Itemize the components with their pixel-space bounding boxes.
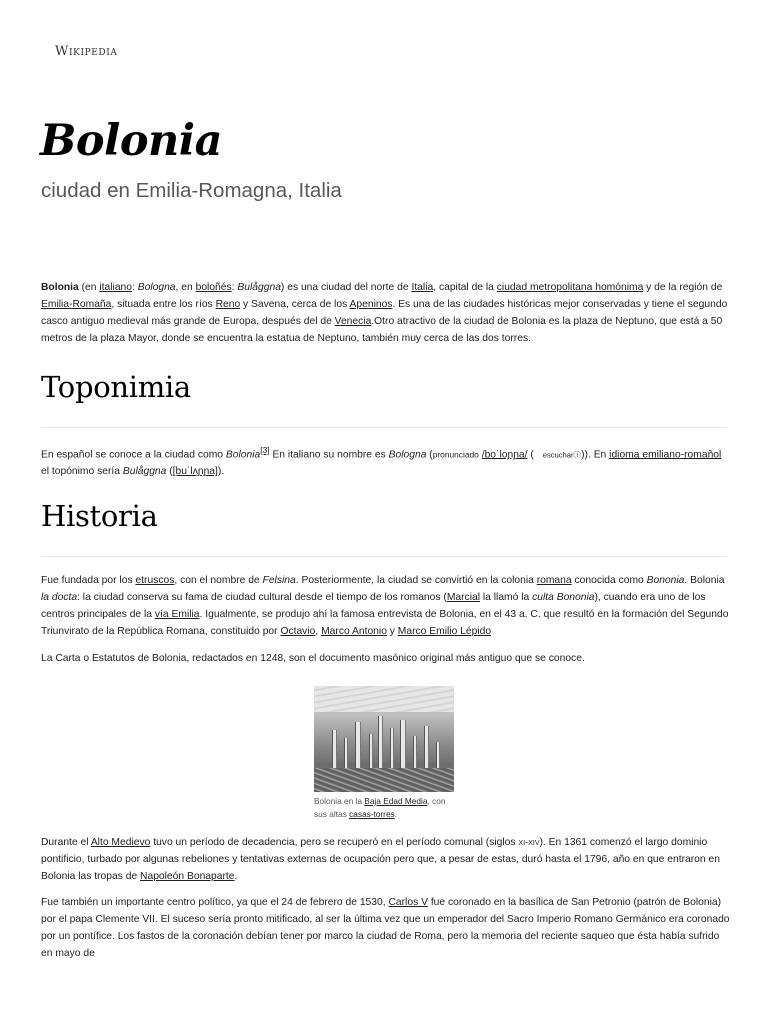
link-marco-antonio[interactable]: Marco Antonio [321, 626, 387, 637]
figure-bolonia-medieval [314, 686, 454, 821]
reference-3[interactable]: [3] [260, 445, 270, 455]
text: , con sus altas [314, 796, 446, 819]
italic-term: Bulåggna [122, 466, 167, 478]
text: conocida como [571, 575, 647, 586]
section-divider [41, 427, 727, 428]
link-apeninos[interactable]: Apeninos [349, 299, 393, 310]
bold-term: Bolonia [41, 282, 79, 293]
text: Durante el [41, 837, 91, 848]
text: : la ciudad conserva su fama de ciudad cultural desde el tiempo de los romanos ( [77, 592, 447, 603]
intro-paragraph [41, 279, 731, 347]
link-casas-torres[interactable]: casas-torres [349, 809, 395, 819]
link-octavio[interactable]: Octavio [280, 626, 316, 637]
speaker-icon[interactable]: ⓘ [573, 450, 582, 460]
text: y Savena, cerca de los [240, 299, 350, 310]
link-idioma-emiliano[interactable]: idioma emiliano-romañol [609, 449, 722, 461]
text: fue coronado en la basílica de San Petronio (patrón de Bolonia) por el papa Clemente VII. El suceso sería pronto mitificado, al ser la última vez que un emperador del Sacro Imperio Romano Germánico era coronado por un pontífice. Los fastos de la coronación debían tener por marco la ciudad de Roma, pero la memoria del reciente saqueo que ésta había sufrido en mayo de [41, 897, 730, 959]
reference-link[interactable] [260, 445, 269, 455]
link-italia[interactable]: Italia [411, 282, 434, 293]
text: : [231, 282, 238, 293]
text: . [394, 809, 398, 819]
text: , con el nombre de [174, 575, 263, 586]
link-bolones[interactable]: boloñés [195, 282, 232, 293]
link-romana[interactable]: romana [536, 575, 572, 586]
link-via-emilia[interactable]: vía Emilia [154, 609, 200, 620]
page-subtitle: ciudad en Emilia-Romagna, Italia [41, 179, 342, 202]
listen-link[interactable]: escuchar [542, 450, 574, 460]
text: ), cuando era uno de los centros principales de la [41, 592, 706, 620]
text: . Bolonia [684, 575, 725, 586]
text: . Igualmente, se produjo ahí la famosa entrevista de Bolonia, en el 43 a. C. que resultó en la formación del Segundo Triunvirato de la República Romana, constituido por [41, 609, 729, 637]
figure-caption [314, 795, 454, 821]
text: Fue también un importante centro político, ya que el 24 de febrero de 1530, [41, 897, 389, 908]
link-marcial[interactable]: Marcial [446, 592, 481, 603]
text: Bolonia en la [314, 796, 365, 806]
link-reno[interactable]: Reno [215, 299, 241, 310]
link-etruscos[interactable]: etruscos [135, 575, 175, 586]
italic-term: Felsina [262, 575, 296, 586]
section-heading-historia: Historia [41, 499, 158, 533]
toponimia-paragraph [41, 442, 731, 480]
historia-paragraph-3 [41, 834, 731, 885]
page-title: Bolonia [40, 116, 223, 166]
text: y de la región de [643, 282, 723, 293]
text: ). [217, 466, 225, 478]
italic-term: culta Bononia [532, 592, 595, 603]
image-sky [314, 686, 454, 712]
text: . [234, 871, 238, 882]
link-venecia[interactable]: Venecia [334, 316, 372, 327]
text: ( [527, 449, 537, 461]
text: ). En 1361 comenzó el largo dominio pontificio, turbado por algunas rebeliones y tentativas externas de ocupación pero que, a pesar de estas, duró hasta el 1796, año en que entraron en Bolonia las tropas de [41, 837, 720, 882]
text: , [315, 626, 322, 637]
italic-term: la docta [41, 592, 78, 603]
text: el topónimo sería [41, 466, 123, 478]
text: ) es una ciudad del norte de [280, 282, 412, 293]
text: . Es una de las ciudades históricas mejor conservadas y tiene el segundo casco antiguo medieval más grande de Europa, después del de [41, 299, 728, 327]
text: En español se conoce a la ciudad como [41, 449, 226, 461]
wikipedia-logo[interactable]: Wikipedia [55, 44, 118, 59]
section-divider [41, 556, 727, 557]
text: )). En [581, 449, 610, 461]
text: tuvo un período de decadencia, pero se recuperó en el período comunal (siglos [150, 837, 519, 848]
pronunciation-label: pronunciado [432, 449, 479, 460]
text: : [132, 282, 138, 293]
link-alto-medievo[interactable]: Alto Medievo [90, 837, 151, 848]
historia-paragraph-1 [41, 572, 731, 640]
text: ( [166, 466, 173, 478]
link-baja-edad-media[interactable]: Baja Edad Media [364, 796, 428, 806]
italic-term: Bologna [137, 282, 176, 293]
italic-term: Bononia [646, 575, 685, 586]
link-marco-emilio-lepido[interactable]: Marco Emilio Lépido [397, 626, 492, 637]
italic-term: Bolonia [225, 449, 261, 461]
italic-term: Bulåggna [237, 282, 281, 293]
text: Fue fundada por los [41, 575, 136, 586]
text: y [386, 626, 398, 637]
text: .Otro atractivo de la ciudad de Bolonia es la plaza de Neptuno, que está a 50 metros de la plaza Mayor, donde se encuentra la estatua de Neptuno, también muy cerca de las dos torres. [41, 316, 723, 344]
link-emilia-romana[interactable]: Emilia-Romaña [41, 299, 112, 310]
historia-paragraph-2: La Carta o Estatutos de Bolonia, redactados en 1248, son el documento masónico original más antiguo que se conoce. [41, 653, 585, 664]
historia-paragraph-4 [41, 894, 731, 962]
small-caps-text: xi-xiv [518, 837, 540, 848]
text: ( [426, 449, 433, 461]
text: (en [78, 282, 100, 293]
link-italiano[interactable]: italiano [99, 282, 133, 293]
text: , capital de la [433, 282, 497, 293]
bolonia-medieval-image[interactable] [314, 686, 454, 792]
link-carlos-v[interactable]: Carlos V [388, 897, 428, 908]
link-ciudad-metropolitana[interactable]: ciudad metropolitana homónima [496, 282, 644, 293]
text: En italiano su nombre es [269, 449, 389, 461]
link-napoleon-bonaparte[interactable]: Napoleón Bonaparte [140, 871, 235, 882]
text: , situada entre los ríos [111, 299, 216, 310]
text: la llamó la [480, 592, 533, 603]
text: . Posteriormente, la ciudad se convirtió en la colonia [295, 575, 537, 586]
section-heading-toponimia: Toponimia [41, 370, 191, 404]
image-ground [314, 768, 454, 792]
italic-term: Bologna [388, 449, 427, 461]
text: , en [175, 282, 196, 293]
ipa-bulagna-link[interactable]: [buˈlʌɲɲa] [172, 466, 218, 478]
ipa-bologna-link[interactable]: /boˈloɲɲa/ [481, 449, 528, 461]
